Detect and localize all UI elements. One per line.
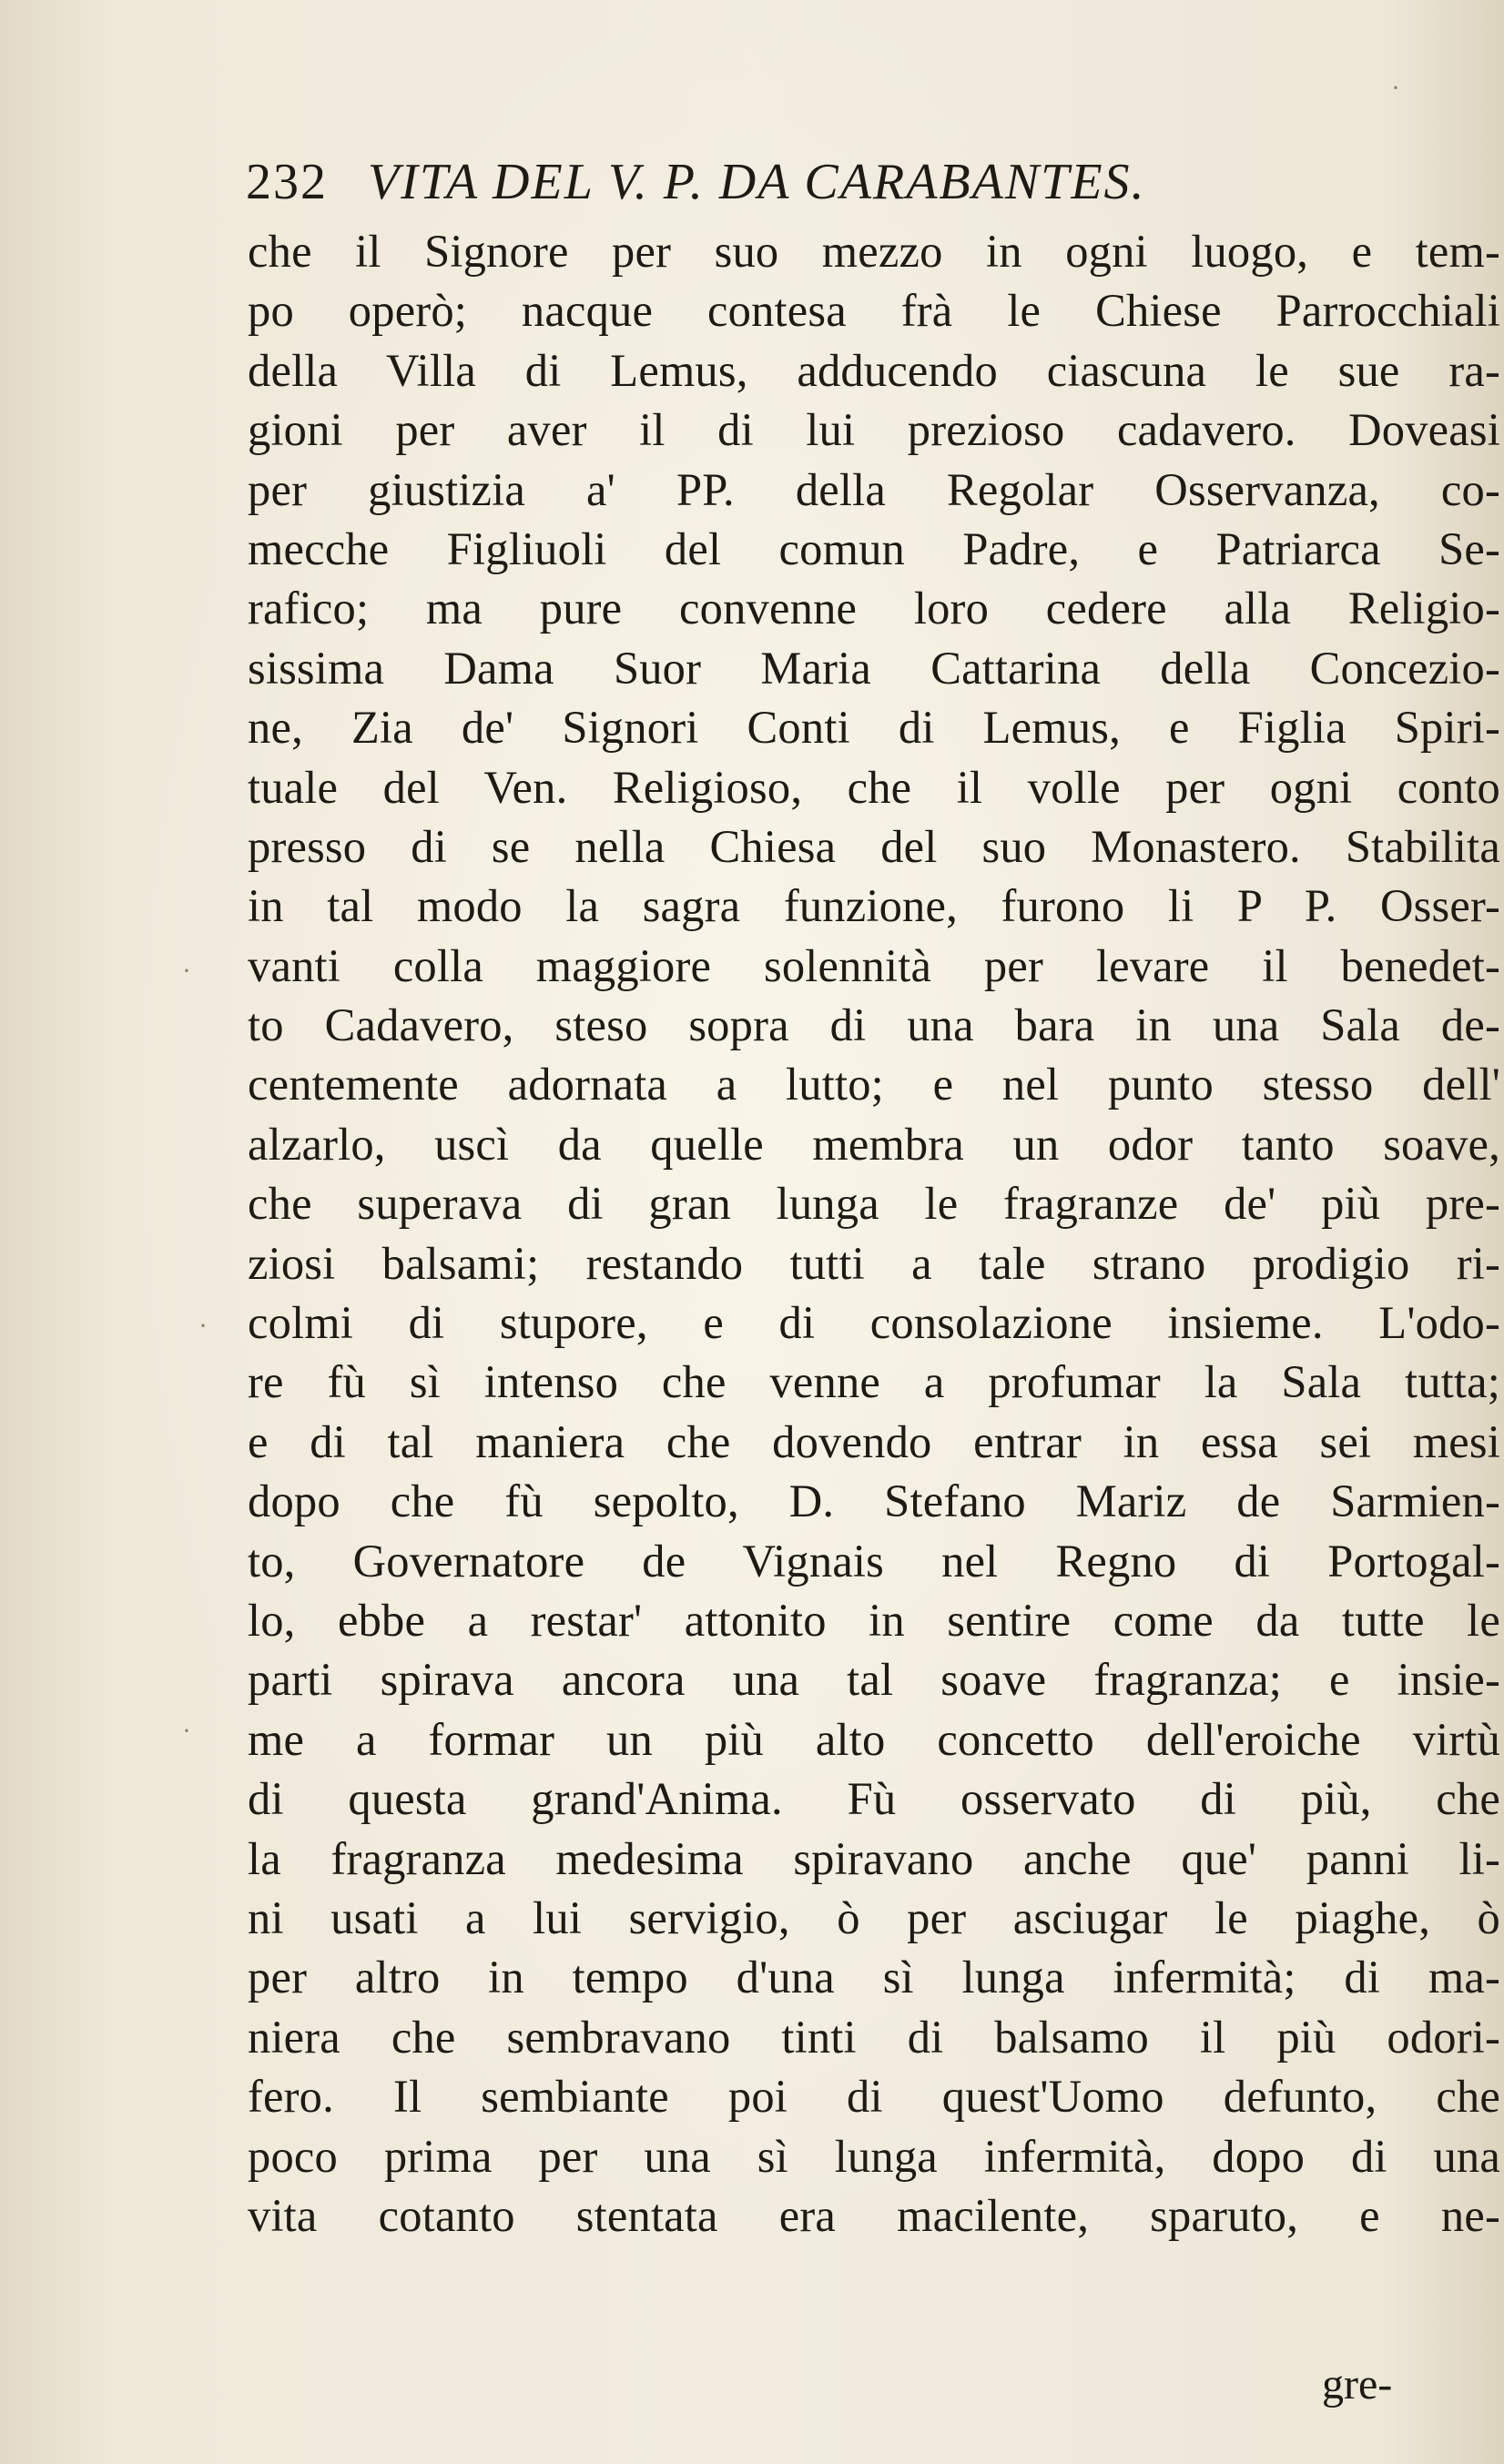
- text-line: di questa grand'Anima. Fù osservato di più, che: [248, 1773, 1500, 1825]
- text-line: tuale del Ven. Religioso, che il volle per ogni conto: [248, 761, 1500, 813]
- text-line: colmi di stupore, e di consolazione insieme. L'odo-: [248, 1297, 1500, 1349]
- margin-mark: ·: [1391, 73, 1400, 103]
- text-line: sissima Dama Suor Maria Cattarina della Concezio-: [248, 642, 1500, 694]
- text-line: re fù sì intenso che venne a profumar la Sala tutta;: [248, 1356, 1500, 1408]
- text-line: niera che sembravano tinti di balsamo il più odori-: [248, 2011, 1500, 2063]
- text-line: e di tal maniera che dovendo entrar in essa sei mesi: [248, 1415, 1500, 1467]
- margin-mark: ·: [198, 1311, 208, 1341]
- text-line: che il Signore per suo mezzo in ogni luogo, e tem-: [248, 226, 1500, 277]
- text-line: presso di se nella Chiesa del suo Monastero. Stabilita: [248, 820, 1500, 872]
- text-line: dopo che fù sepolto, D. Stefano Mariz de Sarmien-: [248, 1475, 1500, 1527]
- text-line: fero. Il sembiante poi di quest'Uomo defunto, che: [248, 2071, 1500, 2123]
- text-line: vita cotanto stentata era macilente, sparuto, e ne-: [248, 2189, 1500, 2241]
- text-line: to Cadavero, steso sopra di una bara in una Sala de-: [248, 999, 1500, 1051]
- text-line: poco prima per una sì lunga infermità, dopo di una: [248, 2130, 1500, 2182]
- text-line: gioni per aver il di lui prezioso cadavero. Doveasi: [248, 404, 1500, 456]
- body-text: [248, 222, 1500, 2246]
- text-line: alzarlo, uscì da quelle membra un odor tanto soave,: [248, 1118, 1500, 1170]
- text-line: parti spirava ancora una tal soave fragranza; e insie-: [248, 1654, 1500, 1706]
- text-line: vanti colla maggiore solennità per levare il benedet-: [248, 939, 1500, 991]
- running-header: [246, 153, 1502, 217]
- text-line: ne, Zia de' Signori Conti di Lemus, e Figlia Spiri-: [248, 702, 1500, 754]
- text-line: per giustizia a' PP. della Regolar Osservanza, co-: [248, 463, 1500, 515]
- text-line: la fragranza medesima spiravano anche que' panni li-: [248, 1832, 1500, 1884]
- text-line: della Villa di Lemus, adducendo ciascuna le sue ra-: [248, 344, 1500, 396]
- text-line: ziosi balsami; restando tutti a tale strano prodigio ri-: [248, 1237, 1500, 1289]
- margin-mark: ·: [182, 956, 191, 986]
- text-line: in tal modo la sagra funzione, furono li P P. Osser-: [248, 880, 1500, 932]
- text-line: centemente adornata a lutto; e nel punto stesso dell': [248, 1059, 1500, 1110]
- catchword: gre-: [1322, 2360, 1393, 2408]
- text-line: rafico; ma pure convenne loro cedere alla Religio-: [248, 583, 1500, 634]
- text-line: lo, ebbe a restar' attonito in sentire come da tutte le: [248, 1594, 1500, 1646]
- text-line: po operò; nacque contesa frà le Chiese Parrocchiali: [248, 285, 1500, 337]
- text-line: ni usati a lui servigio, ò per asciugar le piaghe, ò: [248, 1891, 1500, 1943]
- text-line: to, Governatore de Vignais nel Regno di Portogal-: [248, 1535, 1500, 1587]
- margin-mark: ·: [182, 1716, 191, 1746]
- page-number: 232: [246, 154, 328, 210]
- running-title: VITA DEL V. P. DA CARABANTES.: [368, 154, 1146, 210]
- text-line: mecche Figliuoli del comun Padre, e Patriarca Se-: [248, 522, 1500, 574]
- text-line: che superava di gran lunga le fragranze de' più pre-: [248, 1178, 1500, 1230]
- text-line: me a formar un più alto concetto dell'eroiche virtù: [248, 1713, 1500, 1765]
- text-line: per altro in tempo d'una sì lunga infermità; di ma-: [248, 1952, 1500, 2003]
